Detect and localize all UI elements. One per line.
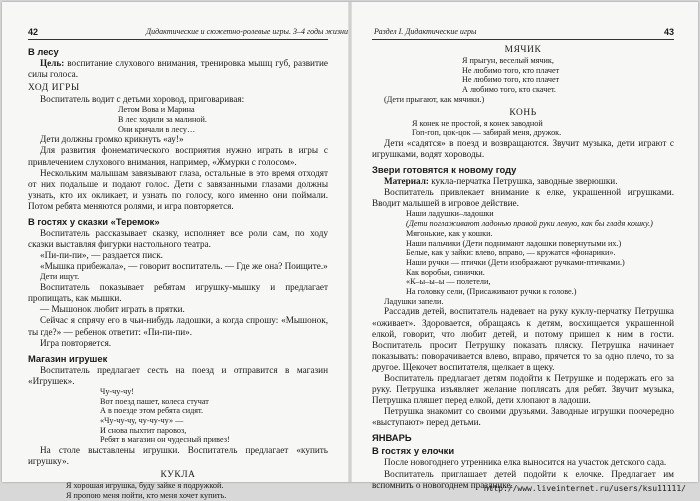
- paragraph: Воспитатель рассказывает сказку, исполняет все роли сам, по ходу сказки выставляя фигурки настольного театра.: [28, 228, 328, 250]
- subsection-title: КОНЬ: [509, 107, 537, 118]
- paragraph: Дети ищут.: [40, 272, 80, 282]
- header-rule: [372, 39, 674, 40]
- poem-line: А любимо того, кто скачет.: [462, 85, 556, 95]
- paragraph: Воспитатель предлагает сесть на поезд и отправится в магазин «Игрушек».: [28, 364, 328, 386]
- poem-line: На головку сели, (Присаживают ручки к голове.): [406, 287, 577, 297]
- poem: [118, 105, 328, 134]
- poem-line: Как воробьи, синички.: [406, 267, 485, 277]
- right-running-head: [372, 26, 674, 38]
- poem-line: Чу-чу-чу!: [100, 386, 135, 396]
- poem: [100, 387, 328, 445]
- poem: [406, 209, 674, 296]
- right-content: [372, 42, 674, 491]
- paragraph: Воспитатель водит с детьми хоровод, приговаривая:: [40, 94, 245, 105]
- month-heading: ЯНВАРЬ: [372, 432, 412, 444]
- left-page: [2, 2, 350, 500]
- poem-line: Наши пальчики (Дети поднимают ладошки повернутыми их.): [406, 238, 622, 248]
- poem-line: Мягонькие, как у кошки.: [406, 228, 493, 238]
- material-text: кукла-перчатка Петрушка, заводные зверюшки.: [428, 176, 618, 187]
- header-rule: [28, 39, 328, 40]
- material-label: Материал:: [384, 176, 429, 187]
- progress-heading: ХОД ИГРЫ: [28, 83, 80, 94]
- paragraph: Дети «садятся» в поезд и возвращаются. Звучит музыка, дети играют с игрушками, водят хороводы.: [372, 137, 674, 160]
- poem-line: Я пропою меня пойти, кто меня хочет купить.: [66, 490, 227, 500]
- paragraph: «Мышка прибежала», — говорит воспитатель. — Где же она? Поищите.»: [40, 261, 328, 272]
- subsection-title: КУКЛА: [160, 470, 196, 481]
- poem-line: И снова пыхтит паровоз,: [100, 425, 187, 435]
- poem-line: Они кричали в лесу…: [118, 124, 196, 134]
- paragraph: Рассадив детей, воспитатель надевает на руку куклу-перчатку Петрушка «оживает». Здоровается, обращаясь к детям, восхищается украшенной елкой, говорит, что любит детей, и потому пришел к ним в гости. Воспитатель просит Петрушку показать пляску. Петрушка начинает показывать: поворачивается влево, вправо, прячется то за одно плечо, то за другое. Щекочет воспитателя, щелкает в щеку.: [372, 306, 674, 372]
- poem-line: Гоп-гоп, цок-цок — забирай меня, дружок.: [412, 128, 562, 138]
- goal-label: Цель:: [40, 58, 65, 68]
- material-paragraph: [372, 176, 674, 187]
- watermark-url: http://www.liveinternet.ru/users/ksu11111/: [483, 484, 686, 493]
- paragraph: Нескольким малышам завязывают глаза, остальные в это время отходят от них подальше и подают голос. Дети с завязанными глазами должны узнать, кто их окликает, и узнать по голосу, кого именно они поймали. Потом ребята меняются ролями, и игра повторяется.: [28, 167, 328, 211]
- poem-line: Я прыгун, веселый мячик,: [462, 56, 554, 65]
- left-content: [28, 42, 328, 501]
- paragraph: Воспитатель привлекает внимание к елке, украшенной игрушками. Вводит малышей в игровое действие.: [372, 187, 674, 209]
- poem-line: Не любимо того, кто плачет: [462, 65, 560, 75]
- poem-line: Белые, как у зайки: влево, вправо, — кружатся «фонарики».: [406, 248, 616, 258]
- poem-line: «К–ы–ы–ы — полетели,: [406, 277, 491, 287]
- poem: [412, 119, 674, 138]
- paragraph: Воспитатель приглашает детей подойти к елочке. Предлагает им вспомнить о новогоднем празднике.: [372, 468, 674, 490]
- section-heading: Магазин игрушек: [28, 352, 108, 364]
- poem-line: А в поезде этом ребята сидят.: [100, 406, 204, 416]
- paragraph: Ладушки запели.: [384, 296, 444, 306]
- paragraph: Петрушка знакомит со своими друзьями. Заводные игрушки поочередно «выступают» перед детьми.: [372, 406, 674, 428]
- poem-line: Летом Вова и Марина: [118, 105, 195, 115]
- paragraph: Воспитатель показывает ребятам игрушку-мышку и предлагает пропищать, как мышки.: [28, 282, 328, 304]
- goal-paragraph: [28, 58, 328, 80]
- poem-line: «Чу-чу-чу, чу-чу-чу» —: [100, 415, 184, 425]
- paragraph: Дети должны громко крикнуть «ау!»: [40, 134, 184, 145]
- paragraph: — Мышонок любит играть в прятки.: [40, 304, 185, 315]
- paragraph: После новогоднего утренника елка выносится на участок детского сада.: [384, 457, 667, 468]
- stage-note: (Дети прыгают, как мячики.): [384, 94, 485, 104]
- paragraph: На столе выставлены игрушки. Воспитатель предлагает «купить игрушку».: [28, 445, 328, 467]
- source-watermark: [0, 484, 700, 494]
- poem-line: Я хорошая игрушка, буду зайке я подружкой.: [66, 481, 224, 491]
- section-heading: Звери готовятся к новому году: [372, 164, 517, 176]
- section-heading: В гостях у сказки «Теремок»: [28, 216, 160, 228]
- page-number: 43: [663, 27, 674, 37]
- goal-text: воспитание слухового внимания, тренировка мышц губ, развитие силы голоса.: [28, 58, 328, 80]
- poem-line: (Дети поглаживают ладонью правой руки левую, как бы гладя кошку.): [406, 219, 653, 229]
- poem-line: Ребят в магазин он чудесный привез!: [100, 435, 230, 445]
- section-heading: В гостях у елочки: [372, 445, 455, 457]
- left-running-head: [28, 26, 348, 38]
- poem-line: Наши ладушки–ладошки: [406, 209, 494, 219]
- poem-line: В лес ходили за малиной.: [118, 114, 207, 124]
- subsection-title: МЯЧИК: [504, 45, 542, 55]
- poem-line: Я конек не простой, я конек заводной: [412, 118, 543, 128]
- poem-line: Наши ручки — птички (Дети изображают ручками-птичками.): [406, 257, 625, 267]
- paragraph: Игра повторяется.: [40, 337, 112, 348]
- poem-line: Вот поезд пашет, колеса стучат: [100, 396, 209, 406]
- paragraph: Воспитатель предлагает детям подойти к Петрушке и подержать его за руку. Петрушка изъявляет желание поплясать для ребят. Звучит музыка, Петрушка пляшет перед елкой, дети хлопают в ладоши.: [372, 372, 674, 406]
- paragraph: «Пи-пи-пи», — раздается писк.: [40, 250, 163, 261]
- section-heading: В лесу: [28, 46, 59, 57]
- running-title: Раздел I. Дидактические игры: [374, 27, 477, 36]
- running-title: Дидактические и сюжетно-ролевые игры. 3–4 годы жизни: [146, 27, 348, 36]
- poem: [462, 56, 674, 95]
- poem-line: Не любимо того, кто плачет: [462, 75, 560, 85]
- page-number: 42: [28, 27, 39, 37]
- paragraph: Сейчас я спрячу его в чьи-нибудь ладошки, а когда спрошу: «Мышонок, ты где?» — ребенок ответит: «Пи-пи-пи».: [28, 315, 328, 337]
- paragraph: Для развития фонематического восприятия нужно играть в игры с привлечением слухового внимания, например, «Жмурки с голосом».: [28, 145, 328, 167]
